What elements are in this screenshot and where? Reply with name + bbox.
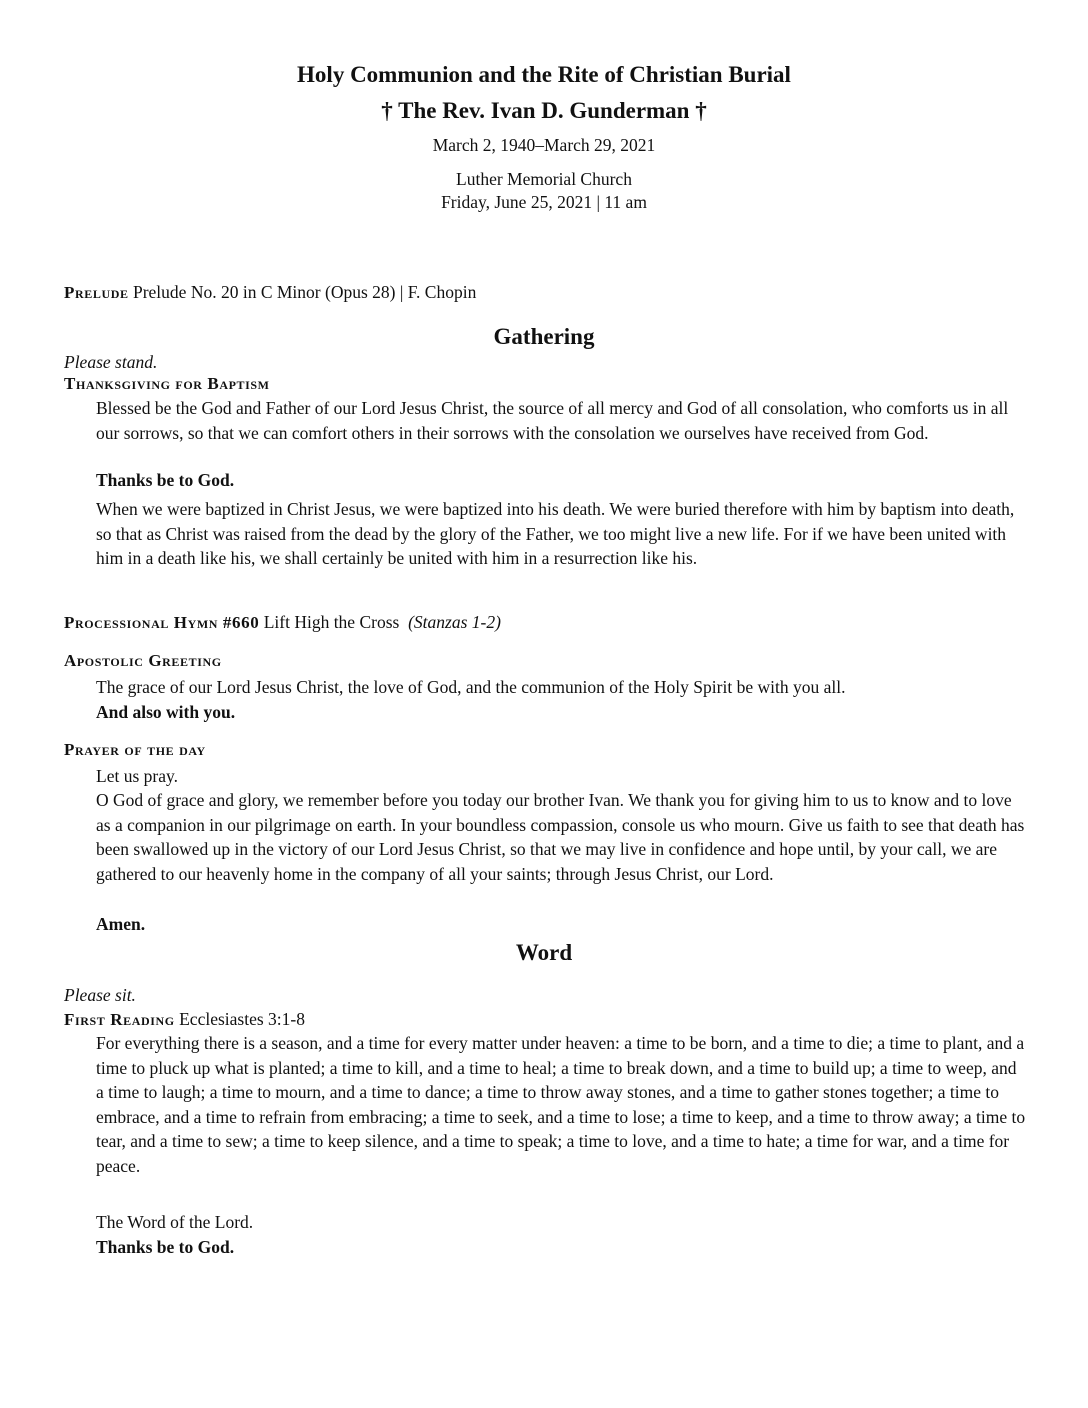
- processional-line: [64, 610, 1024, 636]
- processional-label: Processional Hymn #660: [64, 613, 260, 632]
- greeting-label: Apostolic Greeting: [64, 651, 222, 670]
- prayer-intro: Let us pray.: [96, 766, 178, 786]
- first-reading-citation: Ecclesiastes 3:1-8: [179, 1009, 305, 1029]
- first-reading-closing: The Word of the Lord.: [96, 1212, 254, 1232]
- thanksgiving-response: Thanks be to God.: [96, 470, 235, 490]
- word-heading: Word: [515, 940, 573, 965]
- prelude-label: Prelude: [64, 283, 129, 302]
- greeting-response: And also with you.: [96, 702, 236, 722]
- prayer-text: O God of grace and glory, we remember before you today our brother Ivan. We thank you for giving him to us to know and to love as a companion in our pilgrimage on earth. In your boundless compassion, console us who mourn. Give us faith to see that death has been swallowed up in the victory of our Lord Jesus Christ, so that we may live in confidence and hope until, by your call, we are gathered to our heavenly home in the company of all your saints; through Jesus Christ, our Lord.: [96, 790, 1025, 884]
- prelude-text: Prelude No. 20 in C Minor (Opus 28) | F. Chopin: [132, 282, 477, 302]
- first-reading-label: First Reading: [64, 1010, 175, 1029]
- thanksgiving-para-1: Blessed be the God and Father of our Lord Jesus Christ, the source of all mercy and God of all consolation, who comforts us in all our sorrows, so that we can comfort others in their sorrows with the consolation we ourselves have received from God.: [96, 398, 1009, 443]
- gathering-instruction: Please stand.: [64, 352, 158, 372]
- first-reading-response: Thanks be to God.: [96, 1237, 235, 1257]
- processional-stanzas: (Stanzas 1-2): [408, 612, 501, 632]
- thanksgiving-label: Thanksgiving for Baptism: [64, 374, 270, 393]
- greeting-text: The grace of our Lord Jesus Christ, the love of God, and the communion of the Holy Spirit be with you all.: [96, 677, 846, 697]
- word-instruction: Please sit.: [64, 985, 136, 1005]
- service-title: Holy Communion and the Rite of Christian Burial: [297, 62, 791, 87]
- prayer-label: Prayer of the day: [64, 740, 206, 759]
- prelude-line: [64, 280, 1024, 306]
- thanksgiving-para-2: When we were baptized in Christ Jesus, we were baptized into his death. We were buried therefore with him by baptism into death, so that as Christ was raised from the dead by the glory of the Father, we too might live a new life. For if we have been united with him in a death like his, we shall certainly be united with him in a resurrection like his.: [96, 499, 1015, 568]
- first-reading-text: For everything there is a season, and a time for every matter under heaven: a time to be born, and a time to die; a time to plant, and a time to pluck up what is planted; a time to kill, and a time to heal; a time to break down, and a time to build up; a time to weep, and a time to laugh; a time to mourn, and a time to dance; a time to throw away stones, and a time to gather stones together; a time to embrace, and a time to refrain from embracing; a time to seek, and a time to lose; a time to keep, and a time to throw away; a time to tear, and a time to sew; a time to keep silence, and a time to speak; a time to love, and a time to hate; a time for war, and a time for peace.: [96, 1033, 1026, 1176]
- deceased-name: † The Rev. Ivan D. Gunderman †: [381, 98, 707, 123]
- service-datetime: Friday, June 25, 2021 | 11 am: [441, 192, 647, 212]
- processional-title: Lift High the Cross: [263, 612, 400, 632]
- church-name: Luther Memorial Church: [456, 169, 632, 189]
- prayer-response: Amen.: [96, 914, 146, 934]
- first-reading-line: [64, 1007, 1024, 1033]
- gathering-heading: Gathering: [493, 324, 595, 349]
- life-dates: March 2, 1940–March 29, 2021: [432, 135, 656, 155]
